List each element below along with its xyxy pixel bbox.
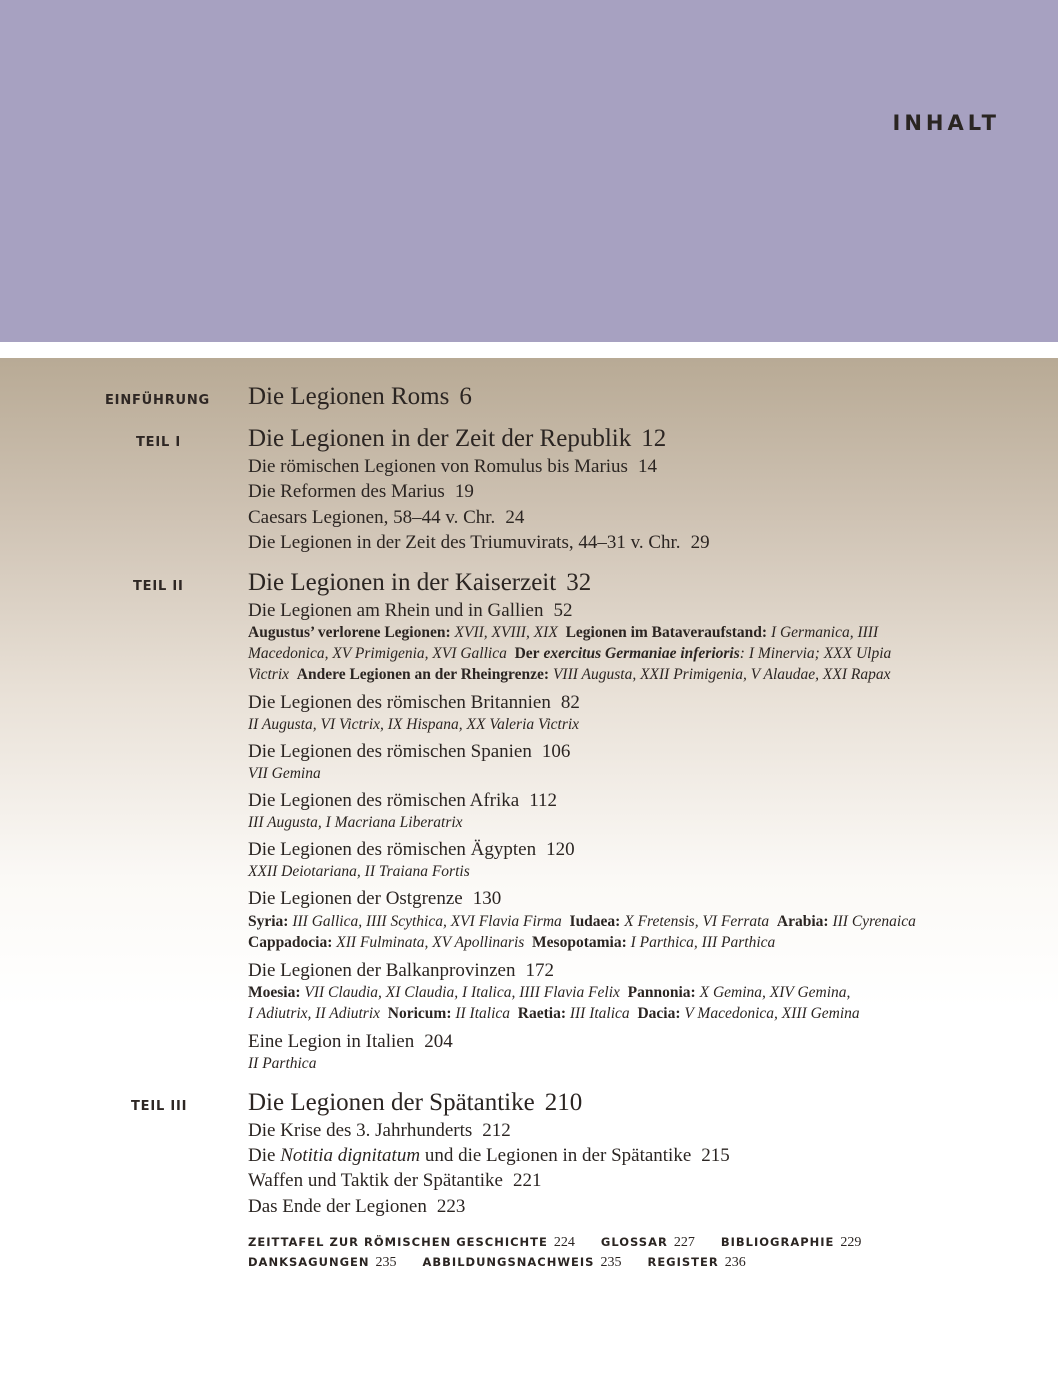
toc-entry-teil-2[interactable] [248,569,591,597]
entry-page: 52 [553,600,573,621]
toc-entry[interactable] [248,692,580,714]
region-label: Mesopotamia: [532,934,627,951]
backmatter-line-1 [248,1235,887,1251]
backmatter-page: 224 [553,1235,575,1250]
legion-names: VIII Augusta, XXII Primigenia, V Alaudae, XXI Rapax [552,666,891,683]
toc-entry[interactable] [248,839,575,861]
entry-page: 212 [482,1120,511,1141]
toc-entry[interactable] [248,888,501,910]
entry-title: Die Krise des 3. Jahrhunderts [248,1120,473,1141]
legion-names: XVII, XVIII, XIX [454,624,558,641]
backmatter-page: 235 [600,1255,622,1270]
toc-entry[interactable] [248,600,572,622]
entry-page: 204 [424,1031,453,1052]
entry-page: 14 [637,456,657,477]
legion-list [248,666,890,684]
legion-list [248,765,321,783]
region-label: Andere Legionen an der Rheingrenze: [296,666,550,683]
legion-names: V Macedonica, XIII Gemina [684,1005,860,1022]
backmatter-page: 236 [724,1255,746,1270]
backmatter-label[interactable]: ZEITTAFEL ZUR RÖMISCHEN GESCHICHTE [248,1235,548,1249]
region-label: Syria: [248,913,289,930]
legion-names: II Parthica [248,1055,317,1072]
legion-names: XII Fulminata, XV Apollinaris [336,934,525,951]
legion-names: I Germanica, IIII [770,624,879,641]
legion-list [248,814,463,832]
legion-list [248,934,775,952]
backmatter-label[interactable]: DANKSAGUNGEN [248,1255,370,1269]
legion-names: III Gallica, IIII Scythica, XVI Flavia Firma [292,913,562,930]
entry-page: 6 [459,383,472,410]
label-teil-3: TEIL III [131,1099,188,1114]
backmatter-label[interactable]: ABBILDUNGSNACHWEIS [422,1255,595,1269]
entry-title: Die Legionen in der Zeit der Republik [248,425,632,452]
legion-names: X Fretensis, VI Ferrata [624,913,770,930]
region-label: Moesia: [248,984,301,1001]
entry-title: Die Reformen des Marius [248,481,445,502]
toc-entry[interactable] [248,1031,453,1053]
entry-page: 82 [560,692,580,713]
label-einfuehrung: EINFÜHRUNG [105,393,211,408]
backmatter-page: 227 [673,1235,695,1250]
backmatter-label[interactable]: BIBLIOGRAPHIE [720,1235,835,1249]
toc-entry[interactable] [248,1145,730,1167]
toc-entry[interactable] [248,741,570,763]
region-label: Arabia: [776,913,829,930]
legion-names: I Parthica, III Parthica [630,934,776,951]
entry-page: 29 [690,532,710,553]
backmatter-label[interactable]: GLOSSAR [600,1235,668,1249]
entry-title: Waffen und Taktik der Spätantike [248,1170,503,1191]
legion-list [248,624,878,642]
legion-list [248,984,850,1002]
entry-title-post: und die Legionen in der Spätantike [424,1145,692,1166]
entry-title: Die Legionen Roms [248,383,450,410]
legion-names: X Gemina, XIV Gemina, [699,984,851,1001]
header-band [0,0,1058,342]
entry-title: Die Legionen am Rhein und in Gallien [248,600,544,621]
legion-names: III Augusta, I Macriana Liberatrix [248,814,463,831]
region-label: Raetia: [517,1005,566,1022]
entry-title: Eine Legion in Italien [248,1031,415,1052]
page-title: INHALT [892,111,1000,135]
toc-entry-intro[interactable] [248,383,472,411]
entry-title: Caesars Legionen, 58–44 v. Chr. [248,507,496,528]
legion-list [248,1055,316,1073]
entry-page: 24 [505,507,525,528]
legion-names: VII Claudia, XI Claudia, I Italica, IIII Flavia Felix [304,984,620,1001]
legion-names: Victrix [248,666,290,683]
legion-list [248,716,579,734]
entry-page: 210 [544,1089,583,1116]
backmatter-page: 235 [375,1255,397,1270]
toc-entry[interactable] [248,1120,511,1142]
entry-page: 112 [529,790,557,811]
entry-page: 106 [541,741,571,762]
legion-names: VII Gemina [248,765,321,782]
toc-entry-teil-1[interactable] [248,425,666,453]
toc-entry[interactable] [248,1170,541,1192]
region-label: Augustus’ verlorene Legionen: [248,624,451,641]
entry-page: 19 [454,481,474,502]
toc-entry[interactable] [248,481,474,503]
region-label: Der [514,645,540,662]
legion-names: II Italica [455,1005,511,1022]
legion-names: : I Minervia; XXX Ulpia [739,645,892,662]
legion-names: XXII Deiotariana, II Traiana Fortis [248,863,470,880]
backmatter-page: 229 [840,1235,862,1250]
entry-page: 120 [546,839,575,860]
entry-title: Das Ende der Legionen [248,1196,427,1217]
region-label: Iudaea: [569,913,621,930]
legion-names: I Adiutrix, II Adiutrix [248,1005,381,1022]
entry-page: 12 [641,425,667,452]
region-label: Dacia: [637,1005,681,1022]
entry-title: Die Legionen der Ostgrenze [248,888,463,909]
term: exercitus Germaniae inferioris [543,645,740,662]
toc-entry[interactable] [248,507,524,529]
entry-title-italic: Notitia dignitatum [280,1145,421,1166]
entry-title: Die Legionen des römischen Spanien [248,741,532,762]
toc-entry-teil-3[interactable] [248,1089,582,1117]
toc-entry[interactable] [248,532,710,554]
toc-entry[interactable] [248,960,554,982]
legion-list [248,1005,860,1023]
region-label: Cappadocia: [248,934,333,951]
label-teil-2: TEIL II [133,579,184,594]
backmatter-label[interactable]: REGISTER [647,1255,719,1269]
toc-entry[interactable] [248,1196,465,1218]
entry-page: 223 [436,1196,466,1217]
backmatter-line-2 [248,1255,772,1271]
legion-names: III Cyrenaica [832,913,916,930]
entry-title: Die Legionen des römischen Afrika [248,790,520,811]
entry-page: 32 [566,569,592,596]
region-label: Noricum: [387,1005,452,1022]
region-label: Pannonia: [627,984,696,1001]
entry-title: Die Legionen der Balkanprovinzen [248,960,516,981]
entry-title: Die Legionen des römischen Ägypten [248,839,537,860]
toc-entry[interactable] [248,790,557,812]
toc-entry[interactable] [248,456,657,478]
region-label: Legionen im Bataveraufstand: [565,624,768,641]
entry-title-pre: Die [248,1145,276,1166]
entry-title: Die römischen Legionen von Romulus bis Marius [248,456,628,477]
entry-title: Die Legionen des römischen Britannien [248,692,551,713]
entry-title: Die Legionen in der Kaiserzeit [248,569,557,596]
legion-list [248,645,891,663]
legion-names: II Augusta, VI Victrix, IX Hispana, XX Valeria Victrix [248,716,580,733]
legion-list [248,913,916,931]
entry-page: 172 [525,960,554,981]
entry-title: Die Legionen in der Zeit des Triumuvirats, 44–31 v. Chr. [248,532,681,553]
entry-page: 221 [512,1170,542,1191]
legion-names: Macedonica, XV Primigenia, XVI Gallica [248,645,507,662]
label-teil-1: TEIL I [136,435,182,450]
entry-page: 215 [701,1145,730,1166]
entry-title: Die Legionen der Spätantike [248,1089,535,1116]
legion-names: III Italica [569,1005,630,1022]
entry-page: 130 [472,888,502,909]
legion-list [248,863,470,881]
